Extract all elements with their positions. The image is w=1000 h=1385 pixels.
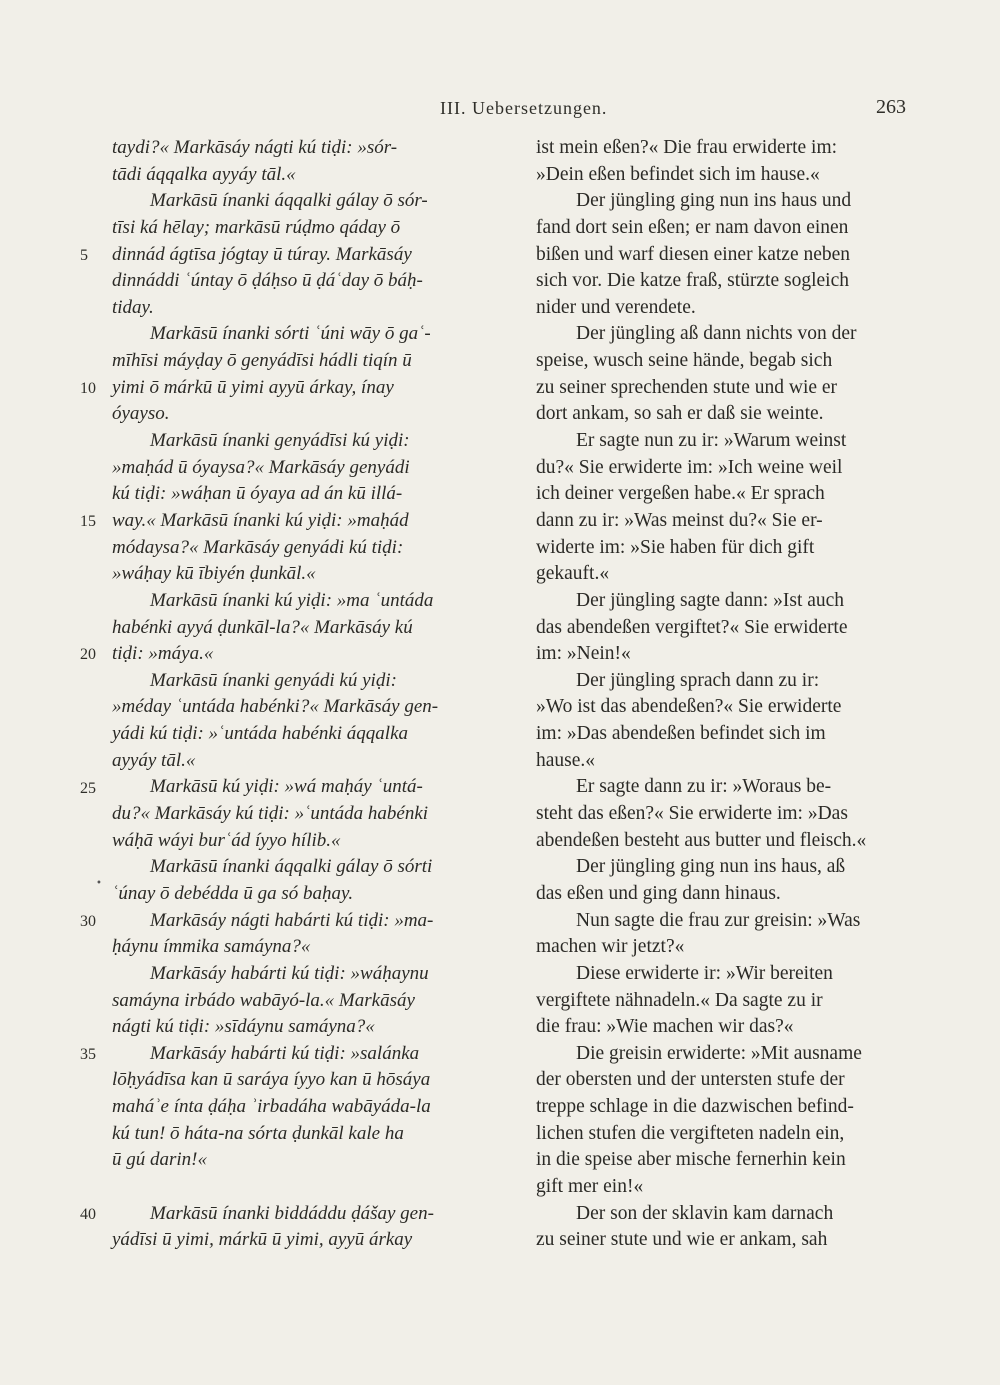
text-line: zu seiner stute und wie er ankam, sah <box>536 1229 828 1251</box>
text-line: im: »Das abendeßen befindet sich im <box>536 723 826 745</box>
text-line: dort ankam, so sah er daß sie weinte. <box>536 403 824 425</box>
somali-text-column <box>112 135 504 1254</box>
text-line: Markāsáy nágti habárti kú tiḍi: »ma- <box>150 909 434 931</box>
margin-dot: • <box>96 878 102 889</box>
text-line: du?« Markāsáy kú tiḍi: »ʿuntáda habénki <box>112 803 429 825</box>
text-line: wáḥā wáyi burʿád íyyo hílib.« <box>112 829 341 851</box>
text-line: »Wo ist das abendeßen?« Sie erwiderte <box>536 696 842 718</box>
text-line: ḥáynu ímmika samáyna?« <box>112 936 311 958</box>
text-line: Markāsū ínanki biddáddu ḍášay gen- <box>150 1202 434 1224</box>
text-line: »méday ʿuntáda habénki?« Markāsáy gen- <box>112 696 439 718</box>
text-line: lōḥyádīsa kan ū saráya íyyo kan ū hōsáya <box>112 1069 431 1091</box>
text-line: gekauft.« <box>536 563 610 585</box>
text-line: »Dein eßen befindet sich im hause.« <box>536 163 820 185</box>
text-line: tiḍi: »máya.« <box>112 643 214 665</box>
text-line: ich deiner vergeßen habe.« Er sprach <box>536 483 825 505</box>
text-line: samáyna irbádo wabāyó-la.« Markāsáy <box>112 989 415 1011</box>
line-number: 35 <box>80 1046 96 1064</box>
line-number: 5 <box>80 246 88 264</box>
text-line: Die greisin erwiderte: »Mit ausname <box>576 1042 862 1064</box>
text-line: Der jüngling ging nun ins haus und <box>576 190 852 212</box>
text-line: Nun sagte die frau zur greisin: »Was <box>576 909 861 931</box>
text-line: du?« Sie erwiderte im: »Ich weine weil <box>536 456 843 478</box>
text-line: yimi ō márkū ū yimi ayyū árkay, ínay <box>112 376 394 398</box>
text-line: gift mer ein!« <box>536 1175 644 1197</box>
text-line: tiday. <box>112 296 154 318</box>
text-line: Markāsū kú yiḍi: »wá maḥáy ʿuntá- <box>150 776 423 798</box>
text-line: Markāsū ínanki áqqalki gálay ō sórti <box>150 856 433 878</box>
text-line: nider und verendete. <box>536 296 696 318</box>
line-number: 15 <box>80 513 96 531</box>
line-number: 40 <box>80 1206 96 1223</box>
line-number: 10 <box>80 379 96 397</box>
line-number: 20 <box>80 646 96 664</box>
text-line: dinnád ágtīsa jógtay ū túray. Markāsáy <box>112 243 412 265</box>
text-line: tādi áqqalka ayyáy tāl.« <box>112 163 296 185</box>
german-translation-column <box>536 135 924 1254</box>
line-number: 25 <box>80 779 96 797</box>
text-line: Markāsū ínanki kú yiḍi: »ma ʿuntáda <box>150 589 434 611</box>
text-line: Der son der sklavin kam darnach <box>576 1202 834 1224</box>
text-line: der obersten und der untersten stufe der <box>536 1069 845 1091</box>
text-line: Er sagte dann zu ir: »Woraus be- <box>576 776 832 798</box>
text-line: abendeßen besteht aus butter und fleisch.« <box>536 829 867 851</box>
text-line: das abendeßen vergiftet?« Sie erwiderte <box>536 616 848 638</box>
text-line: im: »Nein!« <box>536 643 631 665</box>
text-line: tīsi ká hēlay; markāsū rúḍmo qáday ō <box>112 216 401 238</box>
text-line: ʿúnay ō debédda ū ga só baḥay. <box>112 882 354 904</box>
text-line: sich vor. Die katze fraß, stürzte sogleich <box>536 270 849 292</box>
text-line: ayyáy tāl.« <box>112 749 196 771</box>
blank-line <box>112 1174 504 1201</box>
text-line: bißen und warf diesen einer katze neben <box>536 243 851 265</box>
text-line: yádīsi ū yimi, márkū ū yimi, ayyū árkay <box>112 1229 413 1251</box>
text-line: Der jüngling sagte dann: »Ist auch <box>576 589 845 611</box>
text-line: Markāsáy habárti kú tiḍi: »salánka <box>150 1042 420 1064</box>
text-line: Markāsū ínanki áqqalki gálay ō sór- <box>150 190 428 212</box>
text-line: way.« Markāsū ínanki kú yiḍi: »maḥád <box>112 509 409 531</box>
text-line: maháʾe ínta ḍáḥa ʾirbadáha wabāyáda-la <box>112 1096 431 1118</box>
text-line: steht das eßen?« Sie erwiderte im: »Das <box>536 803 848 825</box>
text-line: »wáḥay kū ībiyén ḍunkāl.« <box>112 563 316 585</box>
text-line: speise, wusch seine hände, begab sich <box>536 350 833 372</box>
text-line: fand dort sein eßen; er nam davon einen <box>536 216 849 238</box>
text-line: »maḥád ū óyaysa?« Markāsáy genyádi <box>112 456 410 478</box>
text-line: yádi kú tiḍi: »ʿuntáda habénki áqqalka <box>112 723 409 745</box>
text-line: in die speise aber mische fernerhin kein <box>536 1149 846 1171</box>
text-line: mīhīsi máyḍay ō genyádīsi hádli tiqín ū <box>112 350 412 372</box>
text-line: Der jüngling aß dann nichts von der <box>576 323 857 345</box>
text-line: módaysa?« Markāsáy genyádi kú tiḍi: <box>112 536 404 558</box>
text-line: lichen stufen die vergifteten nadeln ein, <box>536 1122 845 1144</box>
text-line: widerte im: »Sie haben für dich gift <box>536 536 815 558</box>
text-line: das eßen und ging dann hinaus. <box>536 882 781 904</box>
text-line: die frau: »Wie machen wir das?« <box>536 1016 794 1038</box>
text-line: ist mein eßen?« Die frau erwiderte im: <box>536 137 838 158</box>
text-line: kú tiḍi: »wáḥan ū óyaya ad án kū illá- <box>112 483 403 505</box>
text-line: óyayso. <box>112 403 170 425</box>
text-line: Der jüngling ging nun ins haus, aß <box>576 856 846 878</box>
text-line: treppe schlage in die dazwischen befind- <box>536 1096 854 1118</box>
text-line: Markāsū ínanki sórti ʿúni wāy ō gaʿ- <box>150 323 431 345</box>
text-line: machen wir jetzt?« <box>536 936 685 958</box>
text-line: dann zu ir: »Was meinst du?« Sie er- <box>536 509 823 531</box>
text-line: taydi?« Markāsáy nágti kú tiḍi: »sór- <box>112 137 398 158</box>
text-line: kú tun! ō háta-na sórta ḍunkāl kale ha <box>112 1122 404 1144</box>
text-line: nágti kú tiḍi: »sīdáynu samáyna?« <box>112 1016 375 1038</box>
line-number: 30 <box>80 912 96 930</box>
text-line: vergiftete nähnadeln.« Da sagte zu ir <box>536 989 823 1011</box>
text-line: ū gú darin!« <box>112 1149 207 1171</box>
text-line: Der jüngling sprach dann zu ir: <box>576 669 820 691</box>
text-line: Markāsáy habárti kú tiḍi: »wáḥaynu <box>150 962 429 984</box>
text-line: hause.« <box>536 749 596 771</box>
text-line: Markāsū ínanki genyádīsi kú yiḍi: <box>150 430 410 452</box>
running-head: III. Uebersetzungen. <box>440 98 608 118</box>
text-line: dinnáddi ʿúntay ō ḍáḥso ū ḍáʿday ō báḥ- <box>112 270 423 292</box>
text-line: Diese erwiderte ir: »Wir bereiten <box>576 962 833 984</box>
page-number: 263 <box>876 96 906 118</box>
text-line: habénki ayyá ḍunkāl-la?« Markāsáy kú <box>112 616 413 638</box>
text-line: Er sagte nun zu ir: »Warum weinst <box>576 430 847 452</box>
text-line: zu seiner sprechenden stute und wie er <box>536 376 838 398</box>
text-line: Markāsū ínanki genyádi kú yiḍi: <box>150 669 397 691</box>
